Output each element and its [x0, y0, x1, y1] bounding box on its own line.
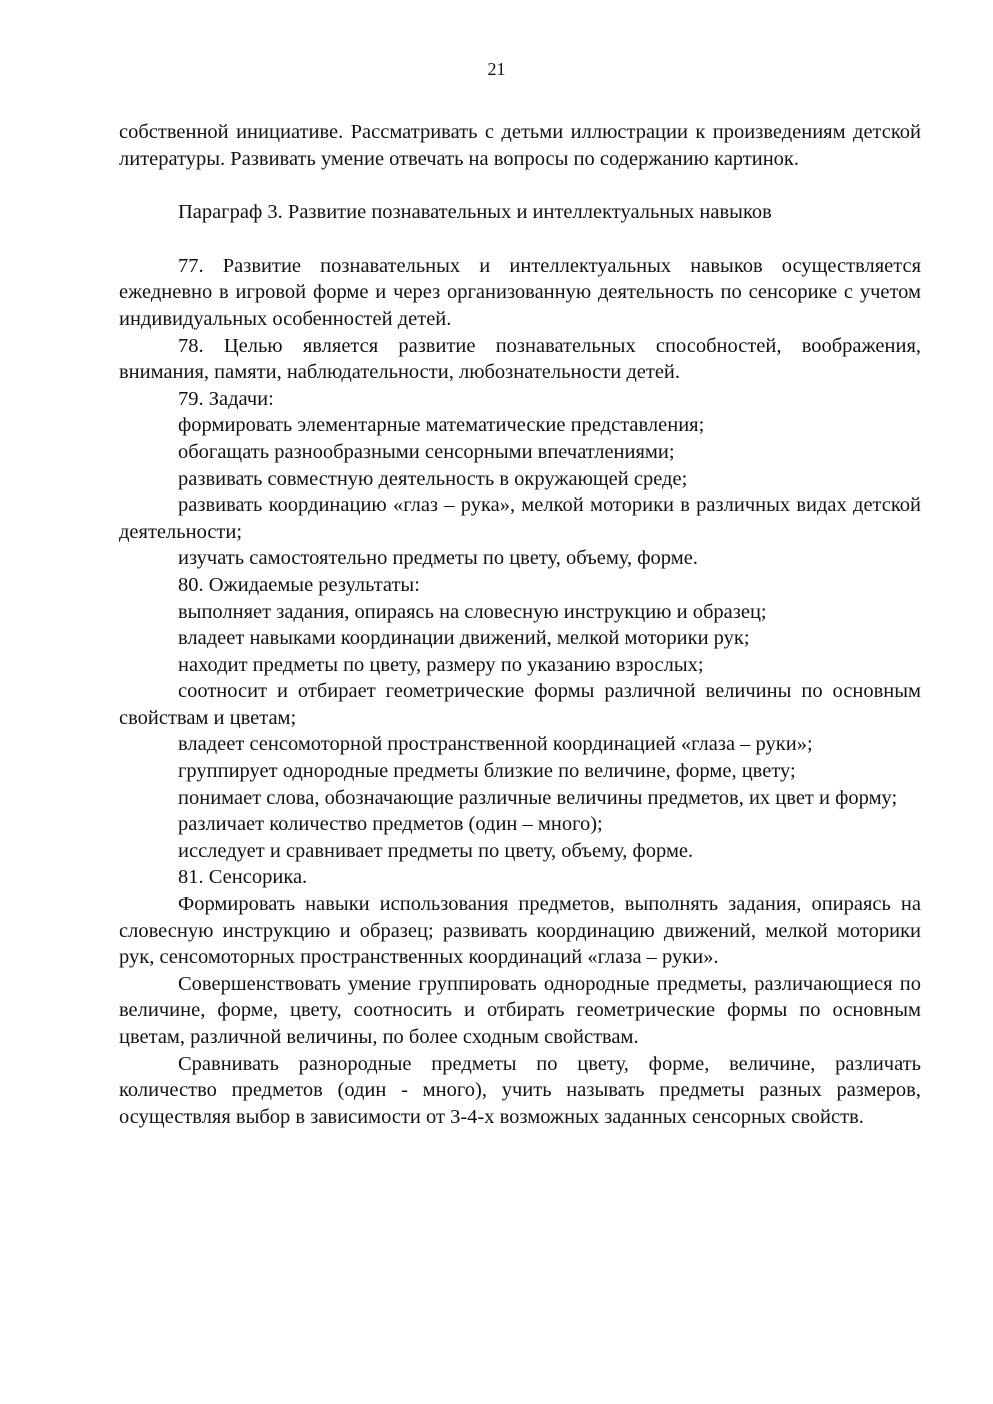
page-number: 21 [487, 59, 506, 79]
spacer [119, 226, 921, 253]
task-item: изучать самостоятельно предметы по цвету, объему, форме. [178, 547, 698, 570]
task-item: развивать совместную деятельность в окружающей среде; [178, 467, 688, 490]
sensorics-paragraph: Сравнивать разнородные предметы по цвету, форме, величине, различать количество предметов (один - много), учить называть предметы разных размеров, осуществляя выбор в зависимости от 3-4-х возможных заданных сенсорных свойств. [119, 1052, 921, 1128]
sensorics-paragraph: Формировать навыки использования предметов, выполнять задания, опираясь на словесную инструкцию и образец; развивать координацию движений, мелкой моторики рук, сенсомоторных пространственных координаций «глаза – руки». [119, 893, 921, 969]
task-item: формировать элементарные математические представления; [178, 414, 705, 437]
result-item: выполняет задания, опираясь на словесную инструкцию и образец; [178, 600, 767, 623]
page-content [119, 119, 921, 1130]
result-item: владеет сенсомоторной пространственной координацией «глаза – руки»; [178, 733, 813, 756]
paragraph-78: 78. Целью является развитие познавательных способностей, воображения, внимания, памяти, наблюдательности, любознательности детей. [119, 334, 921, 384]
result-item: различает количество предметов (один – много); [178, 813, 603, 836]
paragraph-79-title: 79. Задачи: [178, 387, 274, 410]
intro-paragraph: собственной инициативе. Рассматривать с детьми иллюстрации к произведениям детской литературы. Развивать умение отвечать на вопросы по содержанию картинок. [119, 121, 921, 170]
result-item: понимает слова, обозначающие различные величины предметов, их цвет и форму; [178, 786, 898, 809]
result-item: владеет навыками координации движений, мелкой моторики рук; [178, 627, 750, 650]
result-item: исследует и сравнивает предметы по цвету, объему, форме. [178, 839, 694, 862]
task-item: обогащать разнообразными сенсорными впечатлениями; [178, 440, 675, 463]
result-item: группирует однородные предметы близкие по величине, форме, цвету; [178, 760, 796, 783]
result-item: находит предметы по цвету, размеру по указанию взрослых; [178, 653, 704, 676]
paragraph-77: 77. Развитие познавательных и интеллектуальных навыков осуществляется ежедневно в игровой форме и через организованную деятельность по сенсорике с учетом индивидуальных особенностей детей. [119, 254, 921, 330]
spacer [119, 172, 921, 199]
section-heading: Параграф 3. Развитие познавательных и интеллектуальных навыков [178, 201, 772, 224]
sensorics-paragraph: Совершенствовать умение группировать однородные предметы, различающиеся по величине, форме, цвету, соотносить и отбирать геометрические формы по основным цветам, различной величины, по более сходным свойствам. [119, 972, 921, 1048]
result-item: соотносит и отбирает геометрические формы различной величины по основным свойствам и цветам; [119, 680, 921, 729]
paragraph-81-title: 81. Сенсорика. [178, 866, 308, 889]
task-item: развивать координацию «глаз – рука», мелкой моторики в различных видах детской деятельности; [119, 494, 921, 543]
paragraph-80-title: 80. Ожидаемые результаты: [178, 573, 420, 596]
